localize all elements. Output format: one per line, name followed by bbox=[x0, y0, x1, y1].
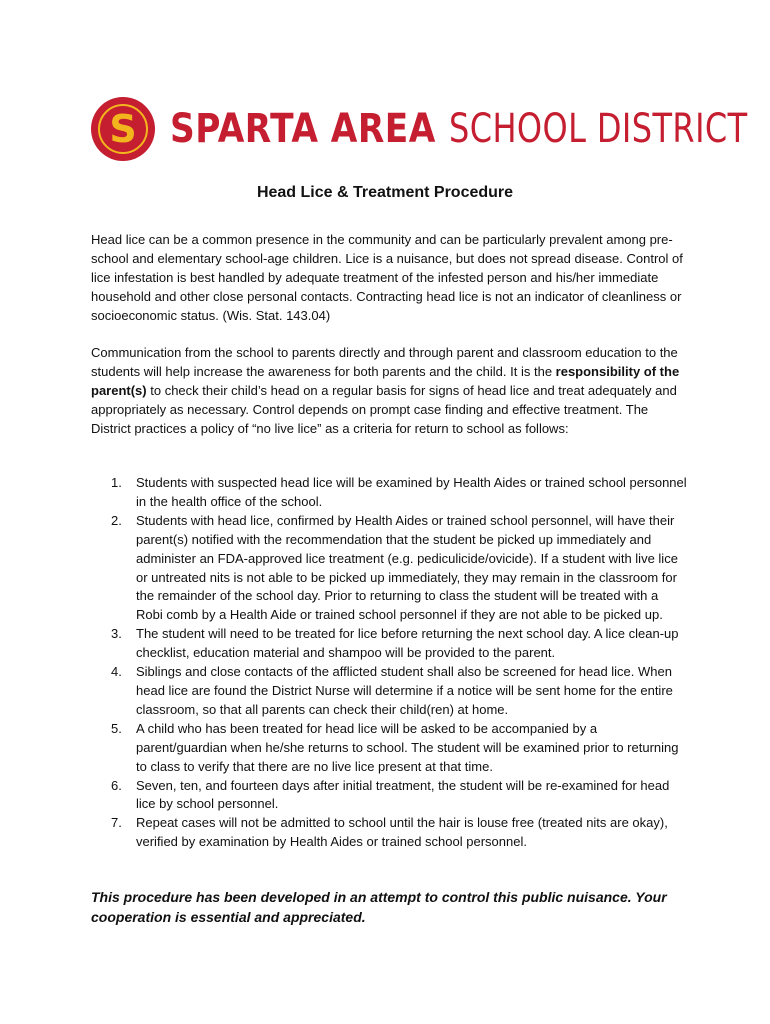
list-item bbox=[91, 474, 687, 512]
list-item bbox=[91, 777, 687, 815]
wordmark-light: SCHOOL DISTRICT bbox=[449, 106, 748, 152]
list-item bbox=[91, 625, 687, 663]
paragraph-text: to check their child’s head on a regular basis for signs of head lice and treat adequately and appropriately as necessary. Control depends on prompt case finding and effective treatment. The District practices a policy of “no live lice” as a criteria for return to school as follows: bbox=[91, 383, 677, 436]
step-number: 6. bbox=[111, 777, 122, 793]
district-header bbox=[90, 96, 770, 162]
step-text: Seven, ten, and fourteen days after initial treatment, the student will be re-examined for head lice by school personnel. bbox=[136, 777, 670, 812]
intro-paragraph: Head lice can be a common presence in the community and can be particularly prevalent among pre-school and elementary school-age children. Lice is a nuisance, but does not spread disease. Control of lice infestation is best handled by adequate treatment of the infested person and his/her immediate household and other close personal contacts. Contracting head lice is not an indicator of cleanliness or socioeconomic status. (Wis. Stat. 143.04) bbox=[91, 232, 683, 323]
step-text: Siblings and close contacts of the afflicted student shall also be screened for head lice. When head lice are found the District Nurse will determine if a notice will be sent home for the entire classroom, so that all parents can check their child(ren) at home. bbox=[136, 664, 673, 717]
list-item bbox=[91, 663, 687, 720]
step-text: Students with suspected head lice will be examined by Health Aides or trained school personnel in the health office of the school. bbox=[136, 475, 687, 509]
step-text: A child who has been treated for head lice will be asked to be accompanied by a parent/guardian when he/she returns to school. The student will be examined prior to returning to class to verify that there are no live lice present at that time. bbox=[136, 720, 679, 774]
step-text: Repeat cases will not be admitted to school until the hair is louse free (treated nits are okay), verified by examination by Health Aides or trained school personnel. bbox=[136, 815, 668, 850]
district-logo-icon bbox=[90, 96, 156, 162]
communication-paragraph bbox=[91, 343, 691, 438]
step-number: 1. bbox=[111, 475, 122, 490]
closing-statement: This procedure has been developed in an attempt to control this public nuisance. Your cooperation is essential and appreciated. bbox=[91, 889, 667, 925]
district-wordmark bbox=[170, 106, 770, 152]
wordmark-bold: SPARTA AREA bbox=[170, 106, 436, 152]
list-item bbox=[91, 814, 687, 852]
step-number: 3. bbox=[111, 626, 122, 642]
document-title: Head Lice & Treatment Procedure bbox=[256, 184, 514, 201]
step-number: 2. bbox=[111, 512, 122, 528]
step-number: 4. bbox=[111, 664, 122, 680]
step-text: Students with head lice, confirmed by Health Aides or trained school personnel, will have their parent(s) notified with the recommendation that the student be picked up immediately and administer an FDA-approved lice treatment (e.g. pediculicide/ovicide). If a student with live lice or untreated nits is not able to be picked up immediately, they may remain in the classroom for the remainder of the school day. Prior to returning to class the student will be treated with a Robi comb by a Health Aide or trained school personnel if they are not able to be picked up. bbox=[136, 512, 678, 623]
paragraph-text: Communication from the school to parents directly and through parent and classroom education to the students will help increase the awareness for both parents and the child. It is the bbox=[91, 345, 678, 379]
step-number: 7. bbox=[111, 815, 122, 831]
step-number: 5. bbox=[111, 720, 122, 736]
list-item bbox=[91, 720, 687, 777]
procedure-steps-list bbox=[91, 474, 687, 852]
step-text: The student will need to be treated for lice before returning the next school day. A lice clean-up checklist, education material and shampoo will be provided to the parent. bbox=[136, 626, 679, 661]
list-item bbox=[91, 512, 687, 625]
logo-letter: S bbox=[109, 107, 137, 151]
parent-responsibility-emphasis: responsibility of the parent(s) bbox=[91, 364, 680, 398]
